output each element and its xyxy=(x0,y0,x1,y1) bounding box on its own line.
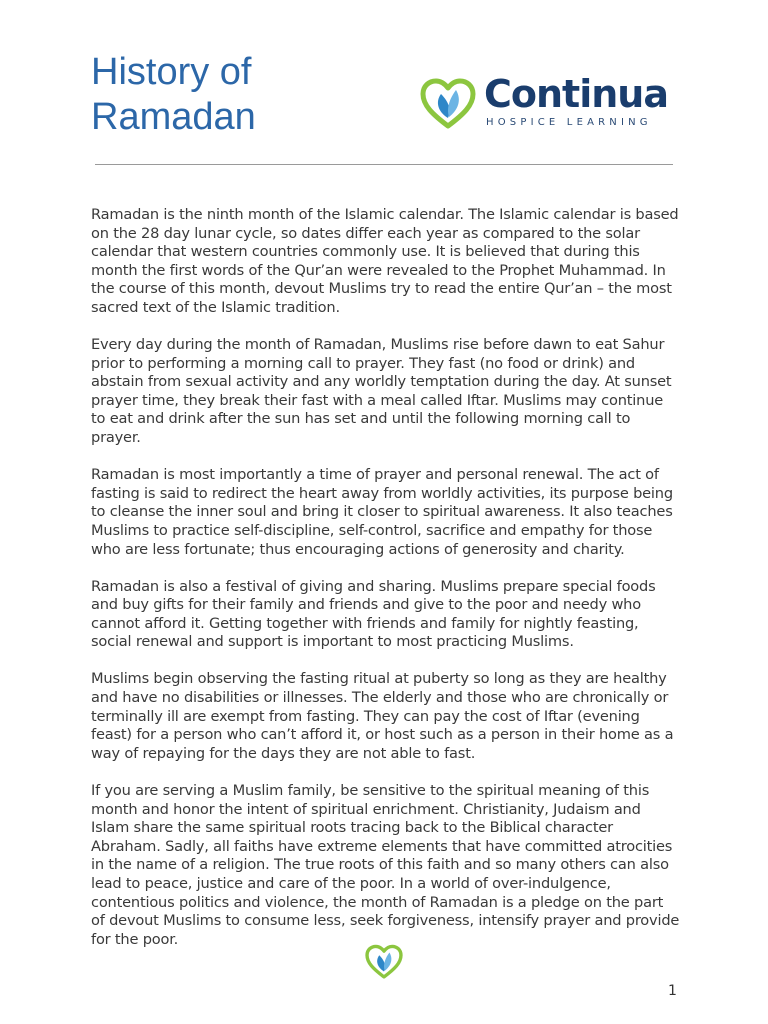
footer-logo xyxy=(365,944,403,984)
heart-leaf-icon xyxy=(420,78,476,130)
page-title xyxy=(91,50,351,140)
paragraph: Ramadan is most importantly a time of prayer and personal renewal. The act of fasting is said to redirect the heart away from worldly activities, its purpose being to cleanse the inner soul and bring it closer to spiritual awareness. It also teaches Muslims to practice self-discipline, self-control, sacrifice and empathy for those who are less fortunate; thus encouraging actions of generosity and charity. xyxy=(91,466,673,558)
title-line-2: Ramadan xyxy=(91,96,256,138)
header-divider xyxy=(95,164,673,165)
brand-tagline: HOSPICE LEARNING xyxy=(486,117,652,128)
paragraph: Muslims begin observing the fasting ritual at puberty so long as they are healthy and have no disabilities or illnesses. The elderly and those who are chronically or terminally ill are exempt from fasting. They can pay the cost of Iftar (evening feast) for a person who can’t afford it, or host such as a person in their home as a way of repaying for the days they are not able to fast. xyxy=(91,670,674,762)
article-body xyxy=(91,206,681,968)
paragraph: Ramadan is also a festival of giving and sharing. Muslims prepare special foods and buy gifts for their family and friends and give to the poor and needy who cannot afford it. Getting together with friends and family for nightly feasting, social renewal and support is important to most practicing Muslims. xyxy=(91,577,656,651)
heart-leaf-icon xyxy=(365,944,403,980)
paragraph: If you are serving a Muslim family, be sensitive to the spiritual meaning of this month and honor the intent of spiritual enrichment. Christianity, Judaism and Islam share the same spiritual roots tracing back to the Biblical character Abraham. Sadly, all faiths have extreme elements that have committed atrocities in the name of a religion. The true roots of this faith and so many others can also lead to peace, justice and care of the poor. In a world of over-indulgence, contentious politics and violence, the month of Ramadan is a pledge on the part of devout Muslims to consume less, seek forgiveness, intensify prayer and provide for the poor. xyxy=(91,781,680,948)
page-number: 1 xyxy=(668,983,677,999)
title-line-1: History of xyxy=(91,51,252,93)
paragraph: Every day during the month of Ramadan, Muslims rise before dawn to eat Sahur prior to performing a morning call to prayer. They fast (no food or drink) and abstain from sexual activity and any worldly temptation during the day. At sunset prayer time, they break their fast with a meal called Iftar. Muslims may continue to eat and drink after the sun has set and until the following morning call to prayer. xyxy=(91,336,672,447)
continua-logo xyxy=(420,72,682,132)
paragraph: Ramadan is the ninth month of the Islamic calendar. The Islamic calendar is based on the 28 day lunar cycle, so dates differ each year as compared to the solar calendar that western countries commonly use. It is believed that during this month the first words of the Qur’an were revealed to the Prophet Muhammad. In the course of this month, devout Muslims try to read the entire Qur’an – the most sacred text of the Islamic tradition. xyxy=(91,206,679,316)
brand-name: Continua xyxy=(484,72,668,116)
